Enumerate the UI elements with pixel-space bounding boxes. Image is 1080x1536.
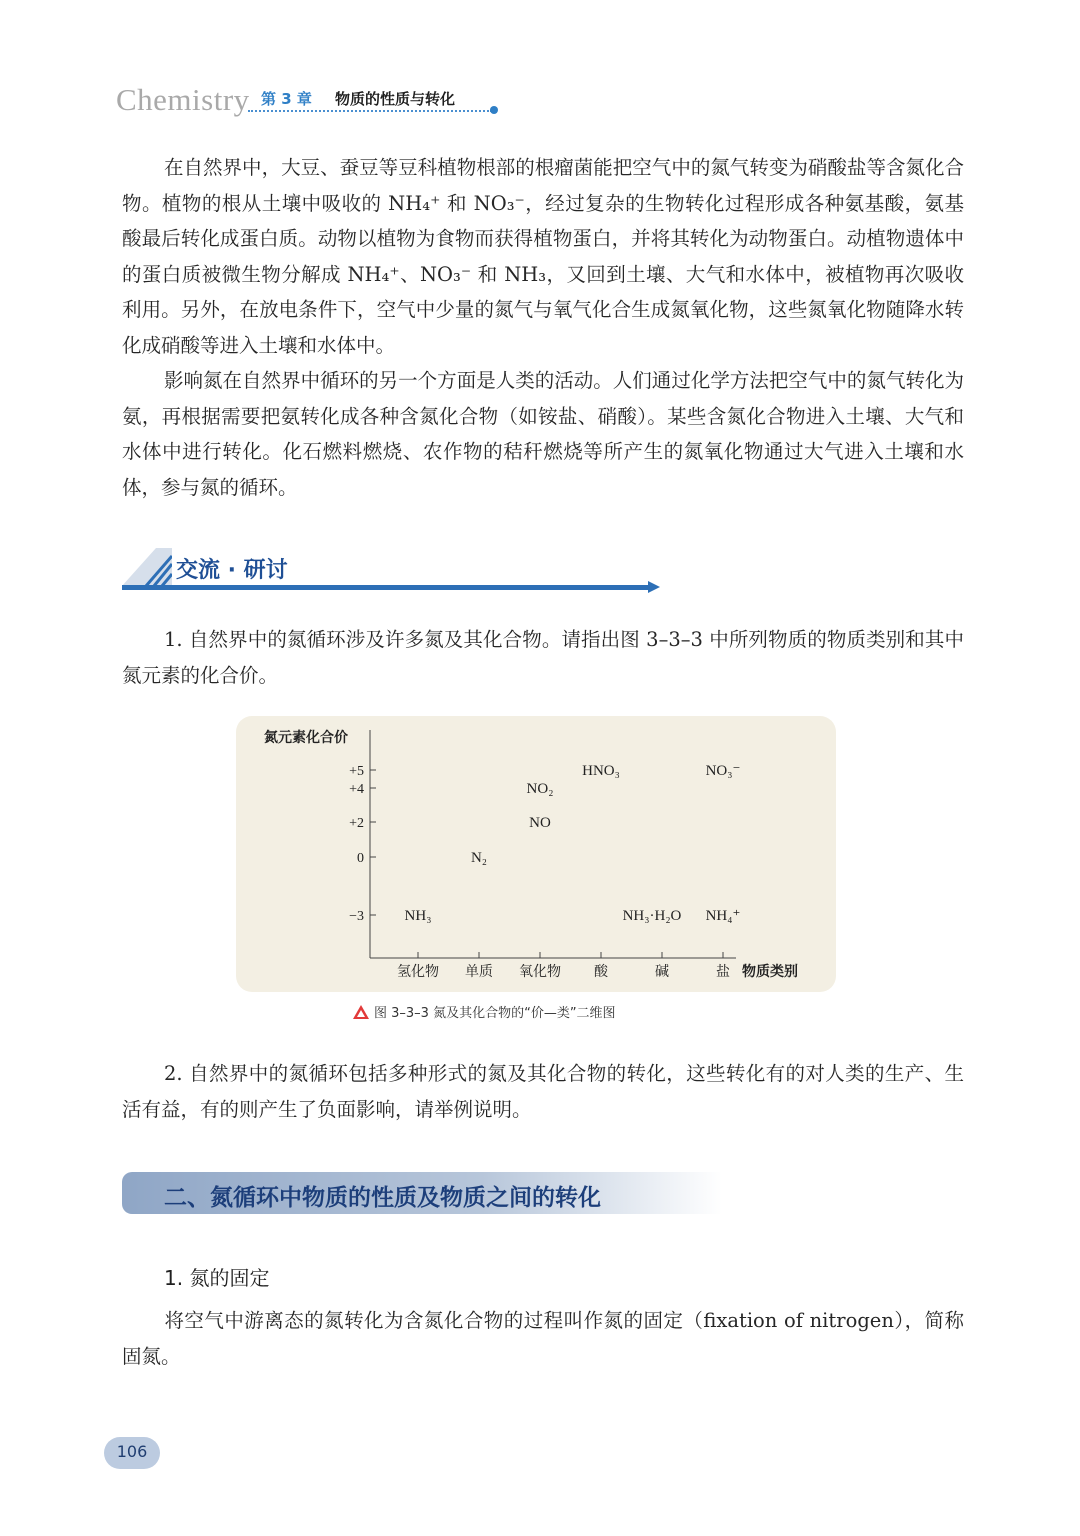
header-divider xyxy=(248,110,492,112)
paragraph-1 xyxy=(122,150,964,363)
subject-title: Chemistry xyxy=(116,82,250,117)
sub-heading: 1. 氮的固定 xyxy=(164,1266,270,1290)
y-tick-label: +5 xyxy=(349,764,364,779)
x-tick-label: 单质 xyxy=(465,964,493,980)
discuss-stripes-icon xyxy=(122,548,172,586)
data-point-label: N₂ xyxy=(470,850,488,866)
data-point-label: NO xyxy=(529,815,551,831)
header-dot xyxy=(490,106,498,114)
question-1-text: 1. 自然界中的氮循环涉及许多氮及其化合物。请指出图 3–3–3 中所列物质的物质类别和其中氮元素的化合价。 xyxy=(122,628,964,687)
question-2-text: 2. 自然界中的氮循环包括多种形式的氮及其化合物的转化，这些转化有的对人类的生产、生活有益，有的则产生了负面影响，请举例说明。 xyxy=(122,1062,964,1121)
section2-paragraph-text: 将空气中游离态的氮转化为含氮化合物的过程叫作氮的固定（fixation of nitrogen），简称固氮。 xyxy=(122,1309,964,1368)
y-axis-label: 氮元素化合价 xyxy=(264,730,348,746)
discuss-title: 交流 · 研讨 xyxy=(176,558,288,583)
section2-paragraph xyxy=(122,1303,964,1374)
y-tick-label: +4 xyxy=(349,782,364,797)
question-1 xyxy=(122,622,964,693)
x-tick-label: 碱 xyxy=(655,964,669,980)
y-tick-label: +2 xyxy=(349,816,364,831)
data-point-label: NH₃·H₂O xyxy=(622,908,682,924)
discuss-underline xyxy=(122,585,652,590)
x-tick-label: 盐 xyxy=(716,964,730,980)
section-title: 二、氮循环中物质的性质及物质之间的转化 xyxy=(164,1185,601,1211)
x-axis-label: 物质类别 xyxy=(742,964,798,980)
paragraph-2 xyxy=(122,363,964,505)
page-number: 106 xyxy=(116,1442,148,1461)
paragraph-1-text: 在自然界中，大豆、蚕豆等豆科植物根部的根瘤菌能把空气中的氮气转变为硝酸盐等含氮化合物。植物的根从土壤中吸收的 NH₄⁺ 和 NO₃⁻，经过复杂的生物转化过程形成各种氨基酸，氨基酸最后转化成蛋白质。动物以植物为食物而获得植物蛋白，并将其转化为动物蛋白。动植物遗体中的蛋白质被微生物分解成 NH₄⁺、NO₃⁻ 和 NH₃，又回到土壤、大气和水体中，被植物再次吸收利用。另外，在放电条件下，空气中少量的氮气与氧气化合生成氮氧化物，这些氮氧化物随降水转化成硝酸等进入土壤和水体中。 xyxy=(122,156,964,357)
caption-triangle-icon xyxy=(352,1004,370,1020)
x-tick-label: 氧化物 xyxy=(519,964,561,980)
data-point-label: HNO₃ xyxy=(582,763,620,779)
question-2 xyxy=(122,1056,964,1127)
chapter-number: 第 3 章 xyxy=(261,90,312,108)
discuss-underline-arrow xyxy=(648,581,660,593)
x-tick-label: 酸 xyxy=(594,964,608,980)
valence-category-chart xyxy=(236,716,836,992)
data-point-label: NH₄⁺ xyxy=(705,908,741,924)
y-tick-label: 0 xyxy=(357,851,364,866)
data-point-label: NO₂ xyxy=(526,781,554,797)
chapter-title: 物质的性质与转化 xyxy=(335,90,456,108)
paragraph-2-text: 影响氮在自然界中循环的另一个方面是人类的活动。人们通过化学方法把空气中的氮气转化为氨，再根据需要把氨转化成各种含氮化合物（如铵盐、硝酸）。某些含氮化合物进入土壤、大气和水体中进行转化。化石燃料燃烧、农作物的秸秆燃烧等所产生的氮氧化物通过大气进入土壤和水体，参与氮的循环。 xyxy=(122,369,964,499)
y-tick-label: −3 xyxy=(349,909,364,924)
data-point-label: NH₃ xyxy=(404,908,432,924)
x-tick-label: 氢化物 xyxy=(397,964,439,980)
chart-caption: 图 3–3–3 氮及其化合物的“价—类”二维图 xyxy=(374,1006,616,1021)
data-point-label: NO₃⁻ xyxy=(705,763,741,779)
